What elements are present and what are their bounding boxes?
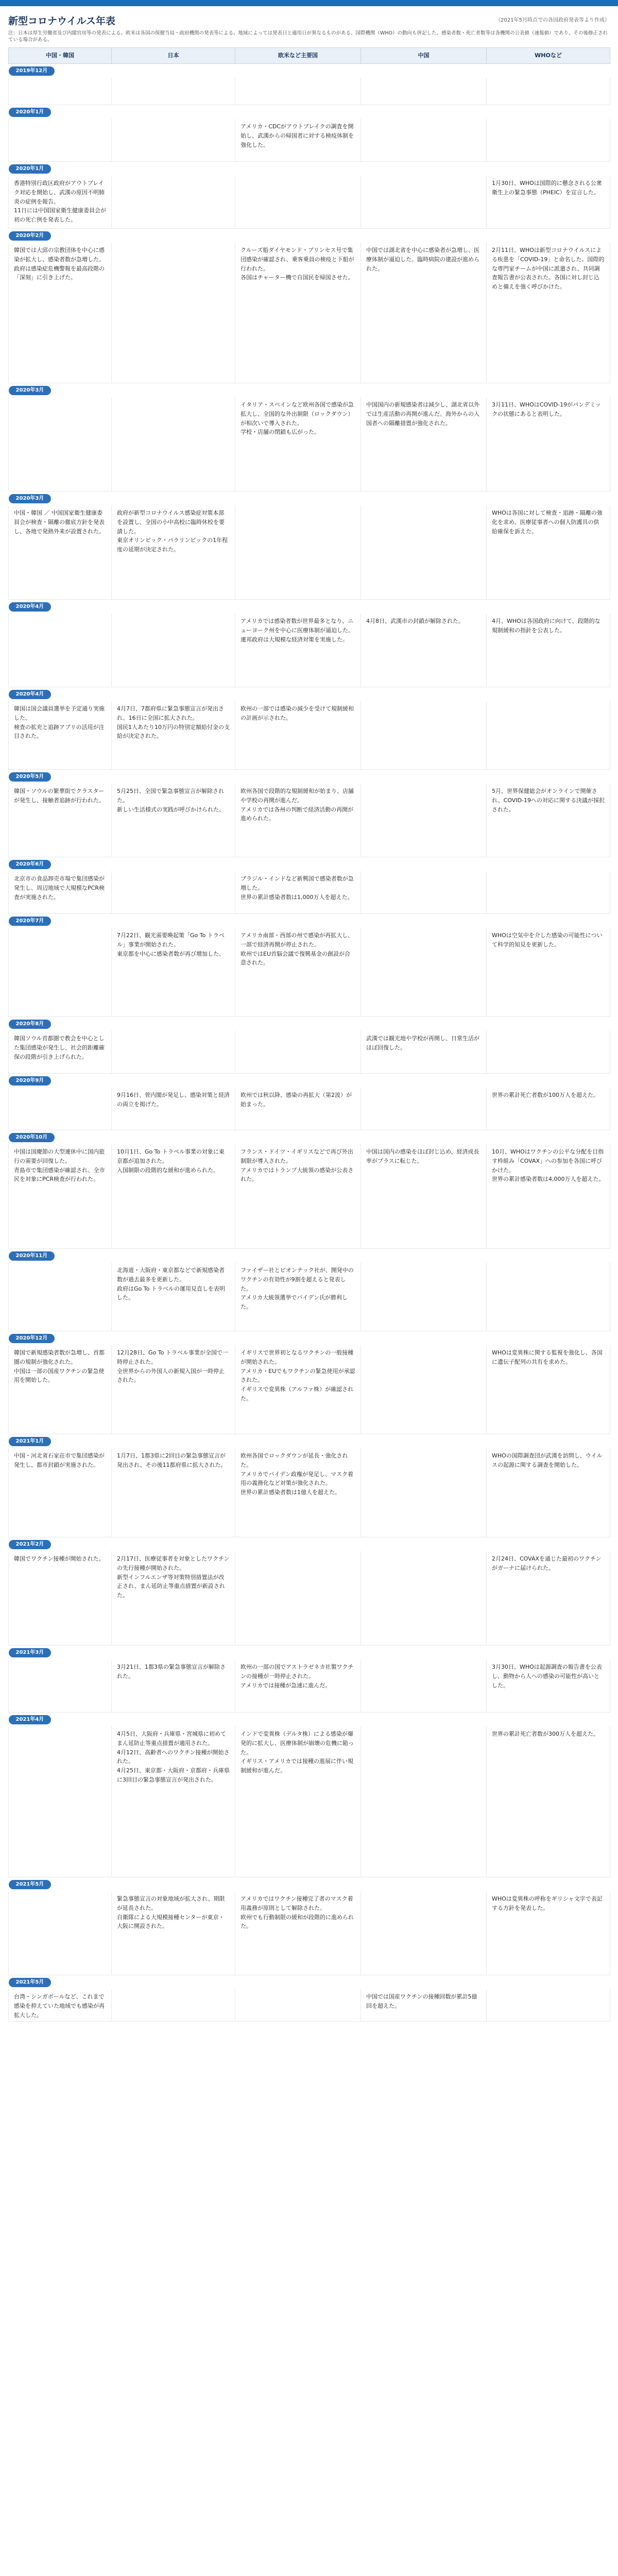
table-cell xyxy=(487,871,610,914)
timeline-row xyxy=(9,1144,610,1249)
date-row xyxy=(9,1713,610,1727)
table-cell xyxy=(112,1448,235,1537)
table-cell xyxy=(235,243,361,383)
table-cell xyxy=(9,871,112,914)
cell-text: 12月28日、Go To トラベル事業が全国で一時停止された。 全世界からの外国人の新規入国が一時停止された。 xyxy=(117,1349,228,1384)
timeline-row xyxy=(9,1448,610,1537)
cell-text: アメリカ・CDCがアウトブレイクの調査を開始し、武漢からの帰国者に対する検疫体制を強化した。 xyxy=(241,123,354,148)
cell-text: 韓国でワクチン接種が開始された。 xyxy=(14,1555,105,1562)
table-cell xyxy=(487,1263,610,1331)
table-cell xyxy=(361,1989,487,2022)
table-cell xyxy=(112,1144,235,1249)
cell-text: ファイザー社とビオンテック社が、開発中のワクチンの有効性が9割を超えると発表した。 アメリカ大統領選挙でバイデン氏が勝利した。 xyxy=(241,1267,354,1311)
timeline-row xyxy=(9,614,610,687)
date-cell xyxy=(9,1434,610,1449)
cell-text: 欧州の一部の国でアストラゼネカ社製ワクチンの接種が一時停止された。 アメリカでは接種が急速に進んだ。 xyxy=(241,1664,354,1689)
timeline-row xyxy=(9,1031,610,1074)
table-cell xyxy=(487,176,610,229)
table-cell xyxy=(9,614,112,687)
timeline-row xyxy=(9,505,610,600)
table-cell xyxy=(361,176,487,229)
date-label: 2020年1月 xyxy=(9,108,52,117)
table-cell xyxy=(112,1263,235,1331)
table-cell xyxy=(487,1088,610,1130)
table-cell xyxy=(235,1345,361,1434)
date-cell xyxy=(9,1975,610,1990)
table-cell xyxy=(112,1989,235,2022)
date-row xyxy=(9,687,610,702)
source-note: （2021年5月時点での各国政府発表等より作成） xyxy=(495,18,610,23)
timeline-row xyxy=(9,176,610,229)
table-cell xyxy=(235,176,361,229)
date-cell xyxy=(9,383,610,398)
table-cell xyxy=(9,1263,112,1331)
table-cell xyxy=(9,928,112,1017)
cell-text: クルーズ船ダイヤモンド・プリンセス号で集団感染が確認され、乗客乗員の検疫と下船が行われた。 各国はチャーター機で自国民を帰国させた。 xyxy=(241,247,354,281)
cell-text: 4月7日、7都府県に緊急事態宣言が発出され、16日に全国に拡大された。 国民1人あたり10万円の特別定額給付金の支給が決定された。 xyxy=(117,705,230,740)
cell-text: 4月、WHOは各国政府に向けて、段階的な規制緩和の指針を公表した。 xyxy=(492,618,600,634)
table-cell xyxy=(112,1088,235,1130)
timeline-row xyxy=(9,871,610,914)
date-row xyxy=(9,1130,610,1145)
table-cell xyxy=(487,78,610,105)
table-cell xyxy=(361,701,487,770)
table-cell xyxy=(112,78,235,105)
cell-text: 9月16日、菅内閣が発足し、感染対策と経済の両立を掲げた。 xyxy=(117,1092,230,1108)
table-cell xyxy=(235,1551,361,1646)
cell-text: アメリカ南部・西部の州で感染が再拡大し、一部で経済再開が停止された。 欧州ではEU首脳会議で復興基金の創設が合意された。 xyxy=(241,932,354,967)
date-row xyxy=(9,914,610,928)
date-cell xyxy=(9,687,610,702)
table-cell xyxy=(487,243,610,383)
table-cell xyxy=(9,176,112,229)
table-cell xyxy=(235,1989,361,2022)
table-cell xyxy=(361,243,487,383)
table-cell xyxy=(235,1088,361,1130)
table-body xyxy=(9,64,610,2022)
cell-text: 中国・河北省石家荘市で集団感染が発生し、都市封鎖が実施された。 xyxy=(14,1452,105,1468)
timeline-row xyxy=(9,1263,610,1331)
cell-text: 欧州の一部では感染の減少を受けて規制緩和の計画が示された。 xyxy=(241,705,354,721)
date-cell xyxy=(9,770,610,784)
cell-text: 7月22日、観光需要喚起策「Go To トラベル」事業が開始された。 東京都を中心に感染者数が再び増加した。 xyxy=(117,932,225,957)
page-header xyxy=(8,6,610,47)
date-row xyxy=(9,492,610,506)
table-cell xyxy=(235,505,361,600)
table-cell xyxy=(112,243,235,383)
date-cell xyxy=(9,600,610,614)
table-cell xyxy=(361,1144,487,1249)
timeline-row xyxy=(9,1088,610,1130)
table-cell xyxy=(112,784,235,857)
table-cell xyxy=(112,1659,235,1713)
cell-text: 3月21日、1都3県の緊急事態宣言が解除された。 xyxy=(117,1664,226,1680)
date-cell xyxy=(9,1130,610,1145)
cell-text: アメリカではワクチン接種完了者のマスク着用義務が原則として解除された。 欧州でも行動制限の緩和が段階的に進められた。 xyxy=(241,1895,354,1930)
table-cell xyxy=(112,397,235,492)
table-cell xyxy=(112,1726,235,1877)
table-cell xyxy=(361,78,487,105)
date-row xyxy=(9,162,610,176)
date-label: 2021年4月 xyxy=(9,1715,52,1724)
cell-text: 政府が新型コロナウイルス感染症対策本部を設置し、全国の小中高校に臨時休校を要請した。 東京オリンピック・パラリンピックの1年程度の延期が決定された。 xyxy=(117,510,228,553)
table-cell xyxy=(361,1726,487,1877)
date-cell xyxy=(9,857,610,872)
date-label: 2019年12月 xyxy=(9,66,55,76)
table-cell xyxy=(112,1345,235,1434)
table-cell xyxy=(235,1263,361,1331)
table-cell xyxy=(361,397,487,492)
table-cell xyxy=(361,784,487,857)
timeline-row xyxy=(9,243,610,383)
table-cell xyxy=(9,243,112,383)
date-label: 2020年1月 xyxy=(9,164,52,174)
table-cell xyxy=(112,701,235,770)
timeline-row xyxy=(9,78,610,105)
table-cell xyxy=(112,119,235,162)
date-cell xyxy=(9,1877,610,1892)
table-cell xyxy=(9,1088,112,1130)
table-cell xyxy=(235,1031,361,1074)
table-cell xyxy=(235,78,361,105)
table-cell xyxy=(361,505,487,600)
cell-text: WHOは変異株の呼称をギリシャ文字で表記する方針を発表した。 xyxy=(492,1895,603,1911)
table-cell xyxy=(235,614,361,687)
cell-text: 中国は国内の感染をほぼ封じ込め、経済成長率がプラスに転じた。 xyxy=(366,1148,479,1164)
table-cell xyxy=(235,1891,361,1975)
cell-text: 緊急事態宣言の対象地域が拡大され、期限が延長された。 自衛隊による大規模接種センターが東京・大阪に開設された。 xyxy=(117,1895,225,1930)
date-cell xyxy=(9,64,610,78)
table-cell xyxy=(487,928,610,1017)
timeline-table xyxy=(8,47,610,2022)
table-cell xyxy=(235,701,361,770)
table-cell xyxy=(361,928,487,1017)
table-cell xyxy=(9,1659,112,1713)
cell-text: WHOは空気中を介した感染の可能性について科学的知見を更新した。 xyxy=(492,932,603,948)
table-cell xyxy=(361,1088,487,1130)
date-row xyxy=(9,1537,610,1552)
table-cell xyxy=(112,614,235,687)
table-cell xyxy=(361,1263,487,1331)
date-label: 2020年3月 xyxy=(9,386,52,395)
date-label: 2020年2月 xyxy=(9,231,52,241)
table-cell xyxy=(361,119,487,162)
timeline-row xyxy=(9,701,610,770)
timeline-row xyxy=(9,1891,610,1975)
timeline-row xyxy=(9,1989,610,2022)
table-cell xyxy=(487,1345,610,1434)
date-label: 2020年9月 xyxy=(9,1076,52,1086)
table-cell xyxy=(9,1031,112,1074)
timeline-row xyxy=(9,928,610,1017)
date-row xyxy=(9,105,610,120)
date-label: 2021年5月 xyxy=(9,1880,52,1889)
date-cell xyxy=(9,1249,610,1263)
table-cell xyxy=(235,119,361,162)
table-cell xyxy=(9,397,112,492)
date-cell xyxy=(9,1331,610,1346)
table-cell xyxy=(235,928,361,1017)
table-cell xyxy=(235,784,361,857)
table-cell xyxy=(361,614,487,687)
table-cell xyxy=(112,1891,235,1975)
cell-text: 欧州各国でロックダウンが延長・強化された。 アメリカでバイデン政権が発足し、マスク着用の義務化など対策が強化された。 世界の累計感染者数は1億人を超えた。 xyxy=(241,1452,354,1496)
header-notes: 注：日本は厚生労働省及び内閣官房等の発表による。欧米は各国の保健当局・政府機関の発表等による。地域によっては発表日と適用日が異なるものがある。国際機関（WHO）の動向も併記した。感染者数・死亡者数等は各機関の公表値（速報値）であり、その後修正されている場合がある。 xyxy=(8,30,608,43)
date-row xyxy=(9,1646,610,1660)
date-label: 2021年3月 xyxy=(9,1648,52,1657)
date-cell xyxy=(9,1537,610,1552)
timeline-row xyxy=(9,119,610,162)
table-cell xyxy=(112,928,235,1017)
cell-text: 韓国は国会議員選挙を予定通り実施した。 検査の拡充と追跡アプリの活用が注目された。 xyxy=(14,705,105,740)
table-cell xyxy=(235,397,361,492)
cell-text: WHOの国際調査団が武漢を訪問し、ウイルスの起源に関する調査を開始した。 xyxy=(492,1452,603,1468)
cell-text: アメリカでは感染者数が世界最多となり、ニューヨーク州を中心に医療体制が逼迫した。 連邦政府は大規模な経済対策を実施した。 xyxy=(241,618,354,643)
cell-text: フランス・ドイツ・イギリスなどで再び外出制限が導入された。 アメリカではトランプ大統領の感染が公表された。 xyxy=(241,1148,354,1183)
date-cell xyxy=(9,1017,610,1031)
date-row xyxy=(9,770,610,784)
cell-text: 世界の累計死亡者数が100万人を超えた。 xyxy=(492,1092,599,1098)
date-cell xyxy=(9,914,610,928)
cell-text: 韓国で新規感染者数が急増し、首都圏の規制が強化された。 中国は一部の国産ワクチンの緊急使用を開始した。 xyxy=(14,1349,105,1384)
table-cell xyxy=(9,1891,112,1975)
table-cell xyxy=(112,1031,235,1074)
table-cell xyxy=(361,871,487,914)
table-cell xyxy=(487,1448,610,1537)
cell-text: 中国は国慶節の大型連休中に国内旅行の需要が回復した。 青島市で集団感染が確認され、全市民を対象にPCR検査が行われた。 xyxy=(14,1148,105,1183)
cell-text: 2月11日、WHOは新型コロナウイルスによる疾患を「COVID-19」と命名した。国際的な専門家チームが中国に派遣され、共同調査報告書が公表された。各国に対し封じ込めと備えを強く呼びかけた。 xyxy=(492,247,605,291)
table-cell xyxy=(112,176,235,229)
table-cell xyxy=(487,614,610,687)
column-header-china-korea: 中国・韓国 xyxy=(9,48,112,64)
cell-text: インドで変異株（デルタ株）による感染が爆発的に拡大し、医療体制が崩壊の危機に陥った。 イギリス・アメリカでは接種の進展に伴い規制緩和が進んだ。 xyxy=(241,1731,354,1774)
table-cell xyxy=(112,1551,235,1646)
timeline-row xyxy=(9,1345,610,1434)
table-cell xyxy=(9,505,112,600)
cell-text: 台湾・シンガポールなど、これまで感染を抑えていた地域でも感染が再拡大した。 xyxy=(14,1993,105,2018)
table-cell xyxy=(487,505,610,600)
cell-text: 中国では国産ワクチンの接種回数が累計5億回を超えた。 xyxy=(366,1993,477,2009)
cell-text: WHOは変異株に関する監視を強化し、各国に遺伝子配列の共有を求めた。 xyxy=(492,1349,603,1365)
table-cell xyxy=(9,1726,112,1877)
table-cell xyxy=(9,1448,112,1537)
table-cell xyxy=(487,397,610,492)
cell-text: 10月1日、Go To トラベル事業の対象に東京都が追加された。 入国制限の段階的な緩和が進められた。 xyxy=(117,1148,225,1174)
table-cell xyxy=(361,1031,487,1074)
table-cell xyxy=(9,1989,112,2022)
date-row xyxy=(9,1434,610,1449)
date-cell xyxy=(9,1074,610,1088)
table-cell xyxy=(487,1726,610,1877)
date-label: 2021年5月 xyxy=(9,1978,52,1987)
table-cell xyxy=(487,1144,610,1249)
table-cell xyxy=(235,1659,361,1713)
cell-text: 北京市の食品卸売市場で集団感染が発生し、周辺地域で大規模なPCR検査が実施された。 xyxy=(14,875,105,901)
timeline-row xyxy=(9,397,610,492)
timeline-row xyxy=(9,1726,610,1877)
table-cell xyxy=(487,1031,610,1074)
cell-text: 3月11日、WHOはCOVID-19がパンデミックの状態にあると表明した。 xyxy=(492,401,601,417)
cell-text: 武漢では観光地や学校が再開し、日常生活がほぼ回復した。 xyxy=(366,1035,479,1051)
table-cell xyxy=(9,701,112,770)
cell-text: 1月30日、WHOは国際的に懸念される公衆衛生上の緊急事態（PHEIC）を宣言した。 xyxy=(492,180,602,196)
table-cell xyxy=(487,1659,610,1713)
date-label: 2021年2月 xyxy=(9,1540,52,1549)
table-cell xyxy=(112,871,235,914)
page-title: 新型コロナウイルス年表 xyxy=(8,15,115,27)
table-cell xyxy=(361,1891,487,1975)
date-row xyxy=(9,383,610,398)
table-cell xyxy=(487,1989,610,2022)
date-label: 2020年10月 xyxy=(9,1133,55,1142)
date-label: 2020年4月 xyxy=(9,602,52,612)
date-row xyxy=(9,1249,610,1263)
cell-text: 韓国では大邱の宗教団体を中心に感染が拡大し、感染者数が急増した。政府は感染症危機警報を最高段階の「深刻」に引き上げた。 xyxy=(14,247,105,281)
table-cell xyxy=(487,1891,610,1975)
column-header-japan: 日本 xyxy=(112,48,235,64)
timeline-row xyxy=(9,1659,610,1713)
date-label: 2020年12月 xyxy=(9,1334,55,1343)
date-row xyxy=(9,1074,610,1088)
table-cell xyxy=(361,1551,487,1646)
cell-text: 中国では湖北省を中心に感染者が急増し、医療体制が逼迫した。臨時病院の建設が進められた。 xyxy=(366,247,479,272)
cell-text: イギリスで世界初となるワクチンの一般接種が開始された。 アメリカ・EUでもワクチンの緊急使用が承認された。 イギリスで変異株（アルファ株）が確認された。 xyxy=(241,1349,355,1402)
date-label: 2020年4月 xyxy=(9,690,52,699)
table-cell xyxy=(9,78,112,105)
date-label: 2020年7月 xyxy=(9,917,52,926)
table-cell xyxy=(487,119,610,162)
cell-text: 欧州各国で段階的な規制緩和が始まり、店舗や学校の再開が進んだ。 アメリカでは各州の判断で経済活動の再開が進められた。 xyxy=(241,788,354,822)
date-label: 2020年8月 xyxy=(9,1020,52,1029)
column-header-who: WHOなど xyxy=(487,48,610,64)
cell-text: 4月5日、大阪府・兵庫県・宮城県に初めてまん延防止等重点措置が適用された。 4月12日、高齢者へのワクチン接種が開始された。 4月25日、東京都・大阪府・京都府・兵庫県に3回目の緊急事態宣言が発出された。 xyxy=(117,1731,230,1784)
table-cell xyxy=(9,119,112,162)
date-label: 2020年5月 xyxy=(9,772,52,782)
table-cell xyxy=(9,1144,112,1249)
top-accent-band xyxy=(0,0,618,6)
table-cell xyxy=(9,1345,112,1434)
table-cell xyxy=(235,1726,361,1877)
cell-text: 2月24日、COVAXを通じた最初のワクチンがガーナに届けられた。 xyxy=(492,1555,602,1571)
table-cell xyxy=(361,1345,487,1434)
date-row xyxy=(9,64,610,78)
cell-text: 10月、WHOはワクチンの公平な分配を目指す枠組み「COVAX」への参加を各国に呼びかけた。 世界の累計感染者数は4,000万人を超えた。 xyxy=(492,1148,605,1183)
date-label: 2021年1月 xyxy=(9,1437,52,1446)
cell-text: 中国国内の新規感染者は減少し、湖北省以外では生産活動の再開が進んだ。海外からの入国者への隔離措置が強化された。 xyxy=(366,401,479,427)
date-row xyxy=(9,857,610,872)
cell-text: 5月、世界保健総会がオンラインで開催され、COVID-19への対応に関する決議が採択された。 xyxy=(492,788,605,813)
date-row xyxy=(9,1975,610,1990)
cell-text: イタリア・スペインなど欧州各国で感染が急拡大し、全国的な外出制限（ロックダウン）が相次いで導入された。 学校・店舗の閉鎖も広がった。 xyxy=(241,401,354,436)
cell-text: 2月17日、医療従事者を対象としたワクチンの先行接種が開始された。 新型インフルエンザ等対策特別措置法が改正され、まん延防止等重点措置が新設された。 xyxy=(117,1555,230,1599)
date-row xyxy=(9,1017,610,1031)
column-header-western: 欧米など主要国 xyxy=(235,48,361,64)
table-cell xyxy=(235,1448,361,1537)
cell-text: 中国・韓国 ／ 中国国家衛生健康委員会が検査・隔離の徹底方針を発表し、各地で発熱外来が設置された。 xyxy=(14,510,105,535)
date-label: 2020年3月 xyxy=(9,494,52,503)
cell-text: 世界の累計死亡者数が300万人を超えた。 xyxy=(492,1731,599,1737)
cell-text: 欧州では秋以降、感染の再拡大（第2波）が始まった。 xyxy=(241,1092,352,1108)
table-cell xyxy=(235,1144,361,1249)
cell-text: 北海道・大阪府・東京都などで新規感染者数が過去最多を更新した。 政府はGo To トラベルの運用見直しを表明した。 xyxy=(117,1267,225,1301)
cell-text: 韓国・ソウルの繁華街でクラスターが発生し、接触者追跡が行われた。 xyxy=(14,788,105,804)
table-cell xyxy=(9,784,112,857)
table-cell xyxy=(487,1551,610,1646)
date-row xyxy=(9,1331,610,1346)
cell-text: ブラジル・インドなど新興国で感染者数が急増した。 世界の累計感染者数は1,000万人を超えた。 xyxy=(241,875,354,901)
table-cell xyxy=(487,701,610,770)
cell-text: 韓国ソウル首都圏で教会を中心とした集団感染が発生し、社会的距離確保の段階が引き上げられた。 xyxy=(14,1035,105,1060)
date-cell xyxy=(9,162,610,176)
header-row xyxy=(9,48,610,64)
date-row xyxy=(9,1877,610,1892)
table-cell xyxy=(9,1551,112,1646)
date-label: 2020年6月 xyxy=(9,860,52,869)
date-cell xyxy=(9,229,610,243)
cell-text: 4月8日、武漢市の封鎖が解除された。 xyxy=(366,618,464,624)
table-head xyxy=(9,48,610,64)
date-cell xyxy=(9,1646,610,1660)
table-cell xyxy=(361,1448,487,1537)
cell-text: 3月30日、WHOは起源調査の報告書を公表し、動物から人への感染の可能性が高いとした。 xyxy=(492,1664,602,1689)
date-cell xyxy=(9,105,610,120)
column-header-china: 中国 xyxy=(361,48,487,64)
timeline-row xyxy=(9,784,610,857)
table-cell xyxy=(361,1659,487,1713)
date-row xyxy=(9,600,610,614)
table-cell xyxy=(112,505,235,600)
cell-text: 香港特別行政区政府がアウトブレイク対応を開始し、武漢の原因不明肺炎の症例を報告。 11日には中国国家衛生健康委員会が初の死亡例を発表した。 xyxy=(14,180,106,224)
table-cell xyxy=(235,871,361,914)
table-cell xyxy=(487,784,610,857)
cell-text: WHOは各国に対して検査・追跡・隔離の強化を求め、医療従事者への個人防護具の供給確保を訴えた。 xyxy=(492,510,603,535)
cell-text: 5月25日、全国で緊急事態宣言が解除された。 新しい生活様式の実践が呼びかけられた。 xyxy=(117,788,225,813)
date-row xyxy=(9,229,610,243)
timeline-row xyxy=(9,1551,610,1646)
date-label: 2020年11月 xyxy=(9,1251,55,1261)
date-cell xyxy=(9,1713,610,1727)
cell-text: 1月7日、1都3県に2回目の緊急事態宣言が発出され、その後11都府県に拡大された。 xyxy=(117,1452,227,1468)
date-cell xyxy=(9,492,610,506)
